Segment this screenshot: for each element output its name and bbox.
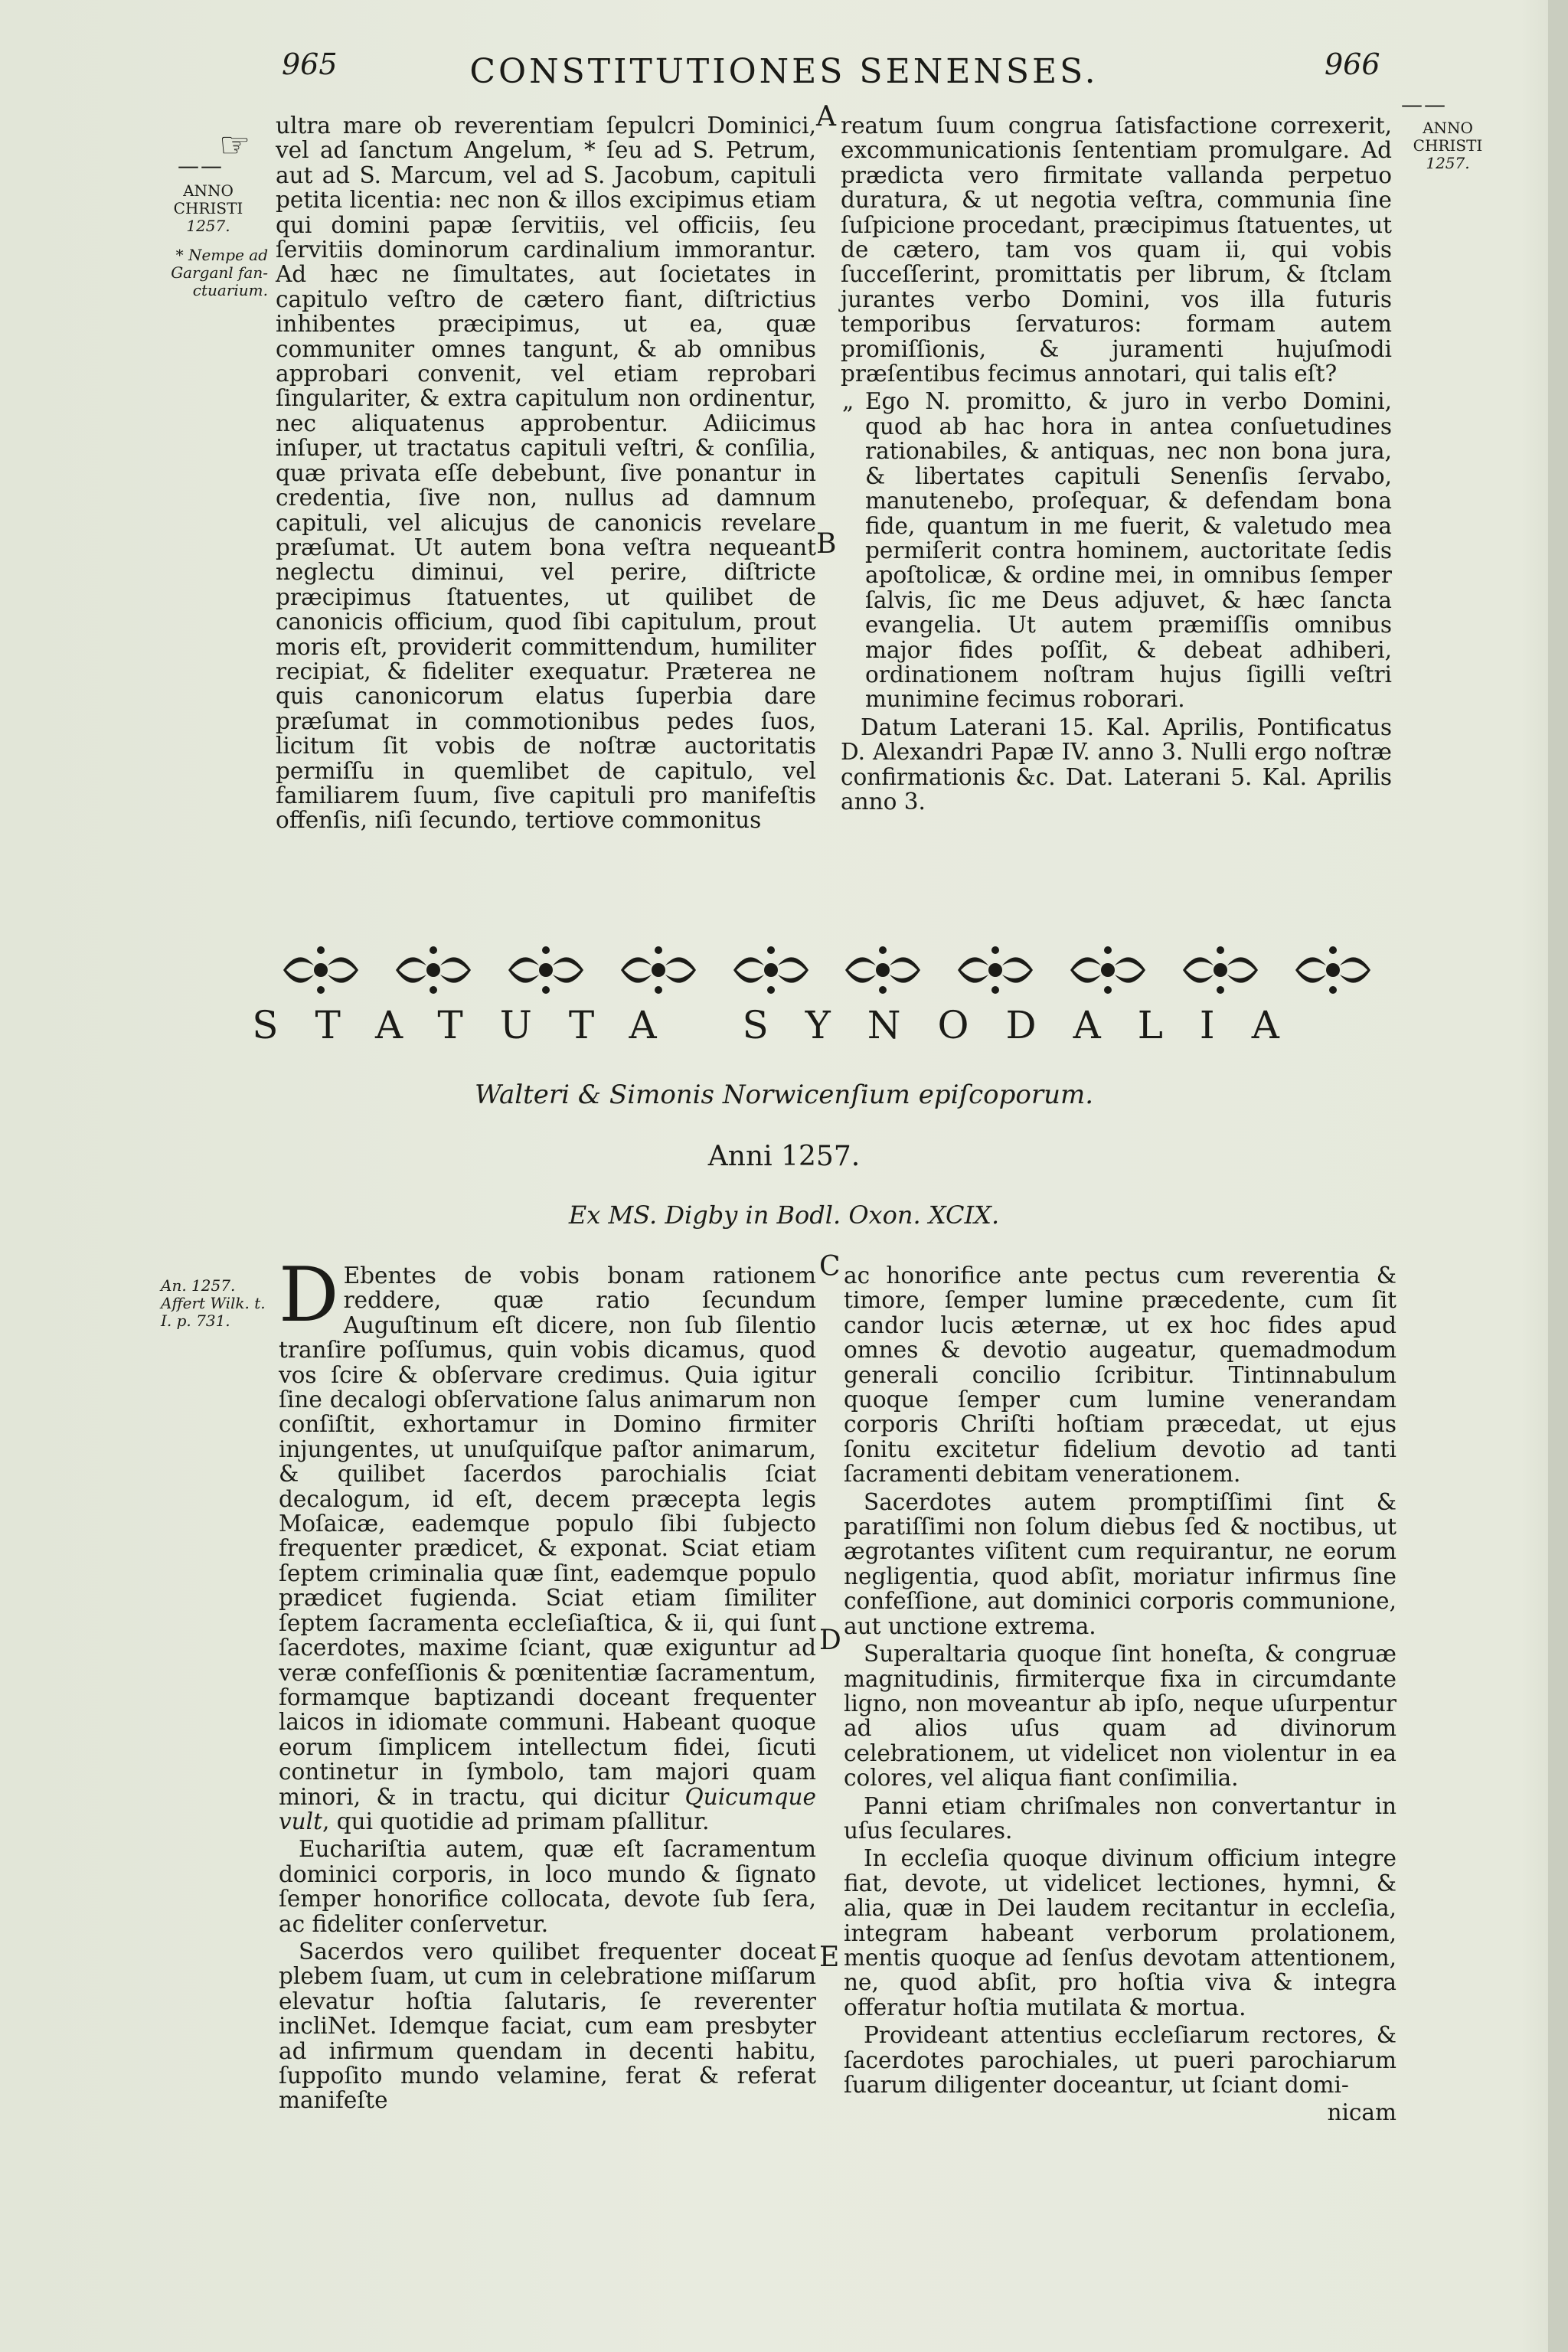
paragraph: Provideant attentius eccleſiarum rectores, & ſacerdotes parochiales, ut pueri parochiarum ſuarum diligenter doceantur, ut ſciant domi-: [844, 2022, 1396, 2098]
top-left-column: [276, 113, 816, 836]
paragraph: In eccleſia quoque divinum officium integre fiat, devote, ut videlicet lectiones, hymni, & alia, quæ in Dei laudem recitantur in eccleſia, integram habeant verborum prolationem, mentis quoque ad ſenſus devotam attentionem, ne, quod abſit, pro hoſtia viva & integra offeratur hoſtia mutilata & mortua.: [844, 1845, 1396, 2020]
section-marker-b: B: [816, 528, 837, 560]
adjacent-page-edge: [1548, 0, 1568, 2352]
fleuron-icon: [501, 939, 591, 1001]
paragraph: [279, 1252, 816, 1834]
paragraph: ac honorifice ante pectus cum reverentia & timore, ſemper lumine præcedente, cum ſit candor lucis æternæ, ut ex hoc fides apud omnes & devotio augeatur, quemadmodum generali concilio ſcribitur. Tintinnabulum quoque ſemper cum lumine venerandam corporis Chriſti hoſtiam præcedat, ut ejus ſonitu excitetur fidelium devotio ad tanti ſacramenti debitam venerationem.: [844, 1263, 1396, 1488]
margin-christi-label: CHRISTI: [173, 199, 243, 217]
paragraph-text: Ebentes de vobis bonam rationem reddere, quæ ratio ſecundum Auguſtinum eſt dicere, non ſub ſilentio tranſire poſſumus, quin vobis dicamus, quod vos ſcire & obſervare credimus. Quia igitur ſine decalogi obſervatione ſalus animarum non conſiſtit, exhortamur in Domino firmiter injungentes, ut unuſquiſque paſtor animarum, & quilibet ſacerdos parochialis ſciat decalogum, id eſt, decem præcepta legis Moſaicæ, eademque populo ſibi ſubjecto frequenter prædicet, & exponat. Sciat etiam ſeptem criminalia quæ ſint, eademque populo prædicet fugienda. Sciat etiam ſimiliter ſeptem ſacramenta eccleſiaſtica, & ii, qui ſunt ſacerdotes, maxime ſciant, quæ exiguntur ad veræ confeſſionis & pœnitentiæ ſacramentum, formamque baptizandi doceant frequenter laicos in idiomate communi. Habeant quoque eorum ſimplicem intellectum fidei, ſicuti continetur in ſymbolo, tam majori quam minori, & in tractu, qui dicitur: [279, 1263, 816, 1810]
margin-year: 1257.: [186, 217, 230, 235]
margin-anno-label: ANNO: [183, 181, 234, 200]
section-marker-e: E: [819, 1942, 840, 1973]
fleuron-icon: [276, 939, 366, 1001]
fleuron-icon: [726, 939, 816, 1001]
left-page-number: 965: [282, 47, 338, 81]
paragraph: Sacerdotes autem promptiſſimi ſint & paratiſſimi non ſolum diebus ſed & noctibus, ut ægrotantes viſitent cum requirantur, ne eorum negligentia, quod abſit, moriatur infirmus ſine confeſſione, aut dominici corporis communione, aut unctione extrema.: [844, 1488, 1396, 1639]
fleuron-icon: [388, 939, 479, 1001]
italic-phrase: Quicumque vult: [279, 1783, 816, 1834]
section-marker-a: A: [816, 101, 836, 132]
oath-text: „ Ego N. promitto, & juro in verbo Domini, quod ab hac hora in antea conſuetudines rationabiles, & antiquas, nec non bona jura, & libertates capituli Senenſis ſervabo, manutenebo, proſequar, & defendam bona fide, quantum in me fuerit, & valetudo mea permiſerit contra hominem, auctoritate ſedis apoſtolicæ, & ordine mei, in omnibus ſemper ſalvis, ſic me Deus adjuvet, & hæc ſancta evangelia. Ut autem præmiſſis omnibus major fides poſſit, & debeat adhiberi, ordinationem noſtram hujus ſigilli veſtri munimine fecimus roborari.: [865, 389, 1392, 711]
margin-year: 1257.: [1426, 154, 1470, 172]
right-page-number: 966: [1325, 47, 1380, 81]
fleuron-icon: [950, 939, 1040, 1001]
left-dash-rule: ——: [178, 153, 224, 178]
paragraph: Panni etiam chriſmales non convertantur in uſus ſeculares.: [844, 1792, 1396, 1844]
section-marker-d: D: [819, 1625, 841, 1656]
section-year: Anni 1257.: [707, 1141, 861, 1172]
fleuron-icon: [838, 939, 928, 1001]
paragraph: Euchariſtia autem, quæ eſt ſacramentum dominici corporis, in loco mundo & ſignato ſemper honorifice collocata, devote ſub ſera, ac fideliter conſervetur.: [279, 1836, 816, 1937]
paragraph-text-end: , qui quotidie ad primam pſallitur.: [322, 1808, 710, 1834]
fleuron-icon: [613, 939, 704, 1001]
right-margin-anno: [1398, 119, 1498, 172]
running-title: CONSTITUTIONES SENENSES.: [469, 52, 1099, 91]
bottom-left-column: [279, 1252, 816, 2116]
section-title: STATUTA SYNODALIA: [252, 1003, 1316, 1047]
margin-anno-label: ANNO: [1423, 119, 1473, 137]
paragraph: ultra mare ob reverentiam ſepulcri Dominici, vel ad ſanctum Angelum, * ſeu ad S. Petrum, aut ad S. Marcum, vel ad S. Jacobum, capituli petita licentia: nec non & illos excipimus etiam qui domini papæ ſervitiis, vel officiis, ſeu ſervitiis dominorum cardinalium immorantur. Ad hæc ne ſimultates, aut ſocietates in capitulo veſtro de cætero fiant, diſtrictius inhibentes præcipimus, ut ea, quæ communiter omnes tangunt, & ab omnibus approbari convenit, vel etiam reprobari ſingulariter, & extra capitulum non ordinentur, nec aliquatenus approbentur. Adiicimus inſuper, ut tractatus capituli veſtri, & conſilia, quæ privata eſſe debebunt, ſive ponantur in credentia, ſive non, nullus ad damnum capituli, vel alicujus de canonicis revelare præſumat. Ut autem bona veſtra nequeant neglectu diminui, vel perire, diſtricte præcipimus ſtatuentes, ut quilibet de canonicis officium, quod ſibi capitulum, prout moris eſt, providerit committendum, humiliter recipiat, & fideliter exequatur. Præterea ne quis canonicorum elatus ſuperbia dare præſumat in commotionibus pedes ſuos, licitum ſit vobis de noſtræ auctoritatis permiſſu in quemlibet de capitulo, vel familiarem ſuum, ſive capituli pro manifeſtis offenſis, niſi ſecundo, tertiove commonitus: [276, 113, 816, 834]
section-marker-c: C: [819, 1251, 841, 1282]
catchword: nicam: [1327, 2099, 1396, 2126]
bottom-right-column: [844, 1263, 1396, 2128]
paragraph: reatum ſuum congrua ſatisfactione correxerit, excommunicationis ſententiam promulgare. Ad prædicta vero firmitate vallanda perpetuo duratura, & ut negotia veſtra, communia ſine ſuſpicione procedant, præcipimus ſtatuentes, ut de cætero, tam vos quam ii, qui vobis ſucceſſerint, promittatis per librum, & ſtclam jurantes verbo Domini, vos illa futuris temporibus ſervaturos: formam autem promiſſionis, & juramenti hujuſmodi præſentibus fecimus annotari, qui talis eſt?: [841, 113, 1392, 387]
left-margin-note: * Nempe ad Garganl fan-ctuarium.: [171, 246, 268, 299]
pointing-hand-icon: ☞: [219, 124, 251, 165]
drop-cap: D: [279, 1252, 339, 1339]
left-margin-anno: [162, 182, 254, 235]
ornament-band: [276, 936, 1378, 1004]
oath-block: [841, 389, 1392, 711]
paragraph: Datum Laterani 15. Kal. Aprilis, Pontificatus D. Alexandri Papæ IV. anno 3. Nulli ergo noſtræ confirmationis &c. Dat. Laterani 5. Kal. Aprilis anno 3.: [841, 714, 1392, 815]
paragraph: Superaltaria quoque ſint honeſta, & congruæ magnitudinis, firmiterque fixa in circumdante ligno, non moveantur ab ipſo, neque uſurpentur ad alios uſus quam ad divinorum celebrationem, ut videlicet non violentur in ea colores, vel aliqua fiant conſimilia.: [844, 1641, 1396, 1792]
fleuron-icon: [1288, 939, 1378, 1001]
section-source: Ex MS. Digby in Bodl. Oxon. XCIX.: [568, 1200, 1000, 1230]
right-dash-rule: ——: [1401, 92, 1447, 117]
bottom-left-margin-note: An. 1257. Affert Wilk. t. I. p. 731.: [161, 1276, 266, 1330]
paragraph: Sacerdos vero quilibet frequenter doceat plebem ſuam, ut cum in celebratione miſſarum elevatur hoſtia ſalutaris, ſe reverenter incliNet. Idemque faciat, cum eam presbyter ad infirmum quendam in decenti habitu, ſuppoſito mundo velamine, ferat & referat manifeſte: [279, 1938, 816, 2114]
fleuron-icon: [1175, 939, 1266, 1001]
top-right-column: [841, 113, 1392, 817]
fleuron-icon: [1063, 939, 1153, 1001]
margin-christi-label: CHRISTI: [1413, 136, 1483, 155]
section-subtitle: Walteri & Simonis Norwicenſium epiſcoporum.: [474, 1080, 1094, 1110]
